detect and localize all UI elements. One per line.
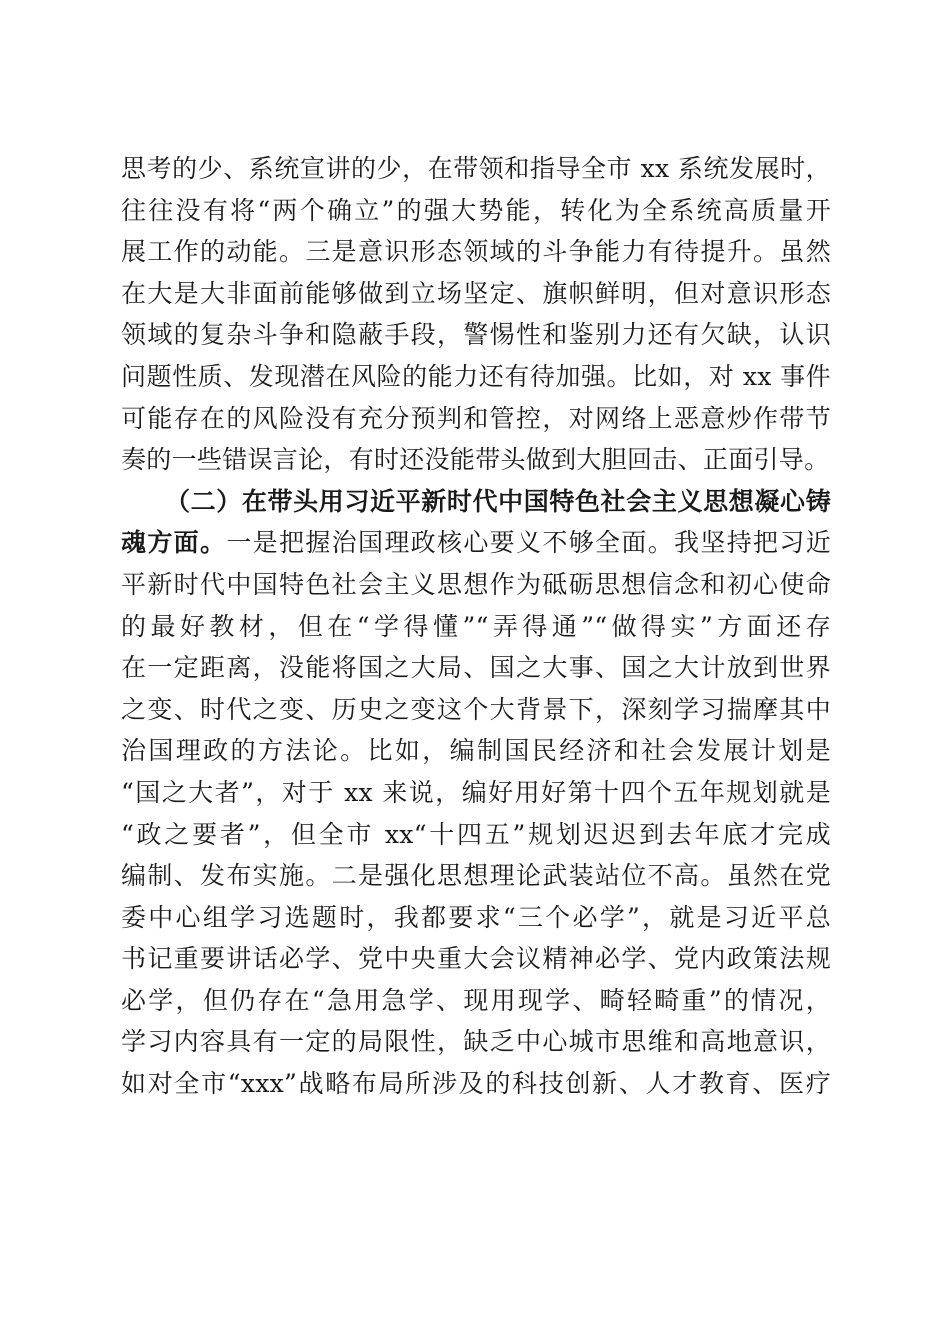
- text-line: 在一定距离，没能将国之大局、国之大事、国之大计放到世界: [121, 653, 831, 683]
- text-line: 的最好教材，但在“学得懂”“弄得通”“做得实”方面还存: [121, 611, 831, 641]
- text-line: “国之大者”，对于 xx 来说，编好用好第十四个五年规划就是: [121, 777, 831, 807]
- text-line: 思考的少、系统宣讲的少，在带领和指导全市 xx 系统发展时，: [121, 154, 831, 183]
- text-line: 必学，但仍存在“急用急学、现用现学、畸轻畸重”的情况，: [121, 985, 831, 1015]
- document-body: [121, 148, 831, 1105]
- section-heading: （二）在带头用习近平新时代中国特色社会主义思想凝心铸: [165, 486, 831, 516]
- text-segment: 一是把握治国理政核心要义不够全面。我坚持把习近: [226, 528, 831, 558]
- text-line: 平新时代中国特色社会主义思想作为砥砺思想信念和初心使命: [121, 569, 831, 599]
- text-line: [121, 522, 831, 564]
- text-line: 问题性质、发现潜在风险的能力还有待加强。比如，对 xx 事件: [121, 361, 831, 391]
- text-line: 展工作的动能。三是意识形态领域的斗争能力有待提升。虽然: [121, 237, 831, 267]
- text-line: 领域的复杂斗争和隐蔽手段，警惕性和鉴别力还有欠缺，认识: [121, 320, 831, 350]
- text-line: 治国理政的方法论。比如，编制国民经济和社会发展计划是: [121, 736, 831, 766]
- text-line: “政之要者”，但全市 xx“十四五”规划迟迟到去年底才完成: [121, 819, 831, 849]
- text-line: 之变、时代之变、历史之变这个大背景下，深刻学习揣摩其中: [121, 694, 831, 724]
- text-line: 往往没有将“两个确立”的强大势能，转化为全系统高质量开: [121, 195, 831, 225]
- text-line: 在大是大非面前能够做到立场坚定、旗帜鲜明，但对意识形态: [121, 278, 831, 308]
- text-line: 学习内容具有一定的局限性，缺乏中心城市思维和高地意识，: [121, 1027, 831, 1057]
- text-line: 可能存在的风险没有充分预判和管控，对网络上恶意炒作带节: [121, 403, 831, 433]
- paragraph-2: [121, 481, 831, 1105]
- text-line: 编制、发布实施。二是强化思想理论武装站位不高。虽然在党: [121, 861, 831, 891]
- text-line: 奏的一些错误言论，有时还没能带头做到大胆回击、正面引导。: [121, 445, 830, 475]
- section-heading-end: 魂方面。: [121, 528, 227, 558]
- paragraph-1: [121, 148, 831, 481]
- text-line: 委中心组学习选题时，我都要求“三个必学”，就是习近平总: [121, 902, 831, 932]
- text-line: 书记重要讲话必学、党中央重大会议精神必学、党内政策法规: [121, 944, 831, 974]
- text-line: 如对全市“xxx”战略布局所涉及的科技创新、人才教育、医疗: [121, 1069, 831, 1099]
